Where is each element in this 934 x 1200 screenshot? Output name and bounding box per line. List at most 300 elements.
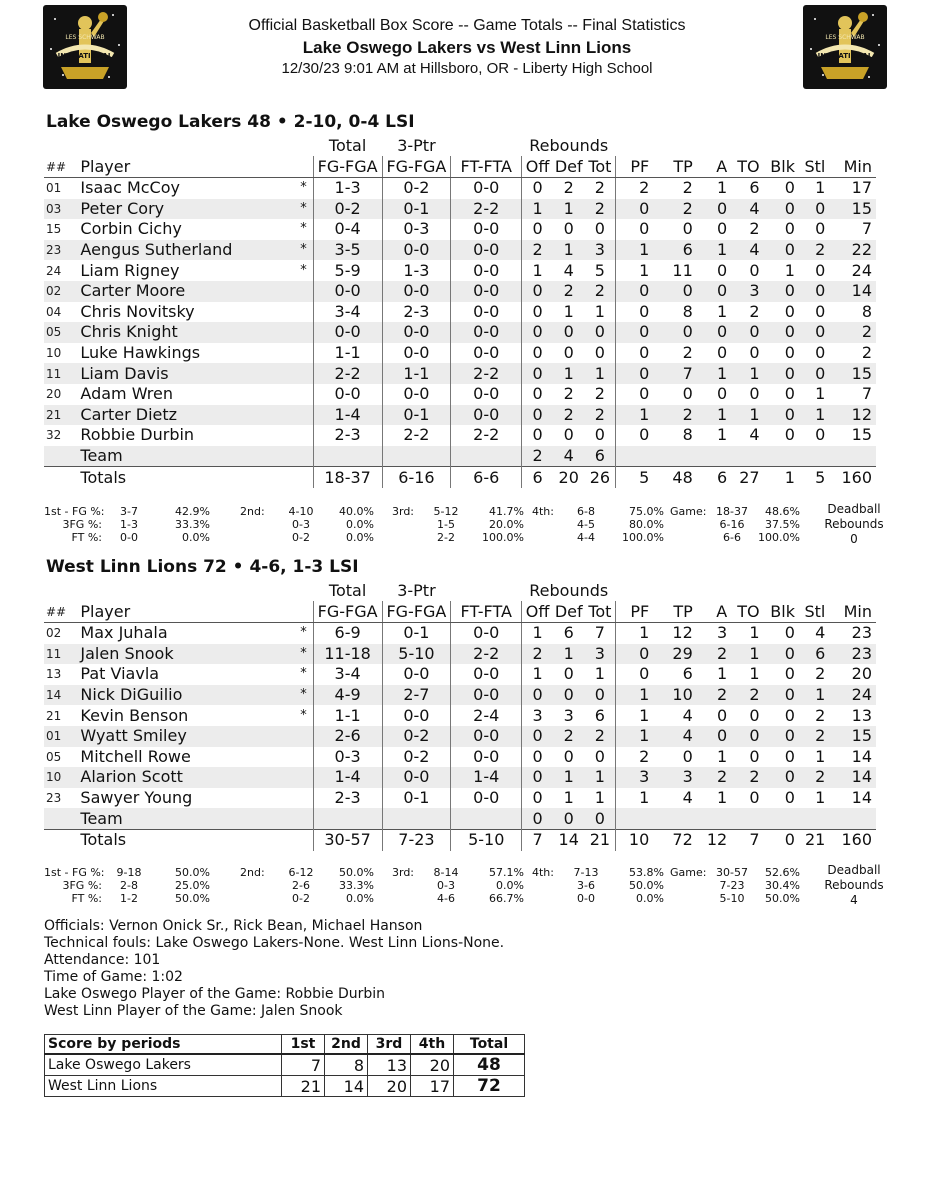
column-header-assists: A [697, 156, 731, 178]
blocks: 0 [764, 405, 799, 426]
minutes: 15 [829, 726, 876, 747]
column-header-jersey-number: ## [44, 601, 78, 623]
turnovers: 0 [731, 322, 763, 343]
pct-value: 2-2 [437, 531, 455, 544]
pct-value: 40.0% [339, 505, 374, 518]
player-row [44, 384, 876, 405]
fg3: 0-0 [382, 322, 451, 343]
column-header-fg: FG-FGA [313, 156, 382, 178]
group-header [764, 135, 799, 156]
pct-value: 3-7 [120, 505, 138, 518]
pct-value: 18-37 [716, 505, 748, 518]
group-header [78, 135, 278, 156]
tournament-logo-left [43, 5, 127, 89]
tp [653, 446, 697, 467]
tournament-logo-right [803, 5, 887, 89]
pct-value: 100.0% [482, 531, 524, 544]
pct-value: 57.1% [489, 866, 524, 879]
pf: 0 [616, 281, 653, 302]
group-header [799, 135, 829, 156]
starter-mark [279, 747, 313, 768]
ft: 2-2 [451, 425, 522, 446]
player-name: Robbie Durbin [80, 425, 195, 445]
def-reb: 1 [553, 199, 584, 220]
assists: 0 [717, 384, 728, 404]
pct-column [604, 866, 664, 905]
player-name: Chris Novitsky [80, 301, 195, 321]
period-score: 8 [325, 1054, 368, 1076]
pct-value: 80.0% [629, 518, 664, 531]
fg3: 2-3 [382, 302, 451, 323]
period-score: 14 [325, 1076, 368, 1097]
def-reb: 0 [563, 343, 574, 363]
tot-reb: 0 [584, 808, 615, 829]
blocks: 1 [764, 467, 799, 488]
pct-column [532, 505, 562, 518]
steals: 2 [799, 767, 829, 788]
pct-value: FT %: [71, 892, 102, 905]
player-name: Sawyer Young [80, 788, 193, 808]
tp: 8 [682, 425, 693, 445]
period-header: Total [454, 1035, 525, 1055]
pct-value: 0.0% [346, 518, 374, 531]
fg3: 2-7 [382, 685, 451, 706]
period-header: 3rd [368, 1035, 411, 1055]
pct-value: 9-18 [116, 866, 142, 879]
off-reb: 3 [522, 705, 553, 726]
tot-reb: 1 [584, 664, 615, 685]
pct-value: 2-8 [120, 879, 138, 892]
group-header: 3-Ptr [397, 580, 436, 600]
player-name: Max Juhala [80, 623, 168, 643]
turnovers [731, 808, 763, 829]
ft: 0-0 [451, 384, 522, 405]
off-reb: 2 [522, 644, 553, 665]
tp [653, 808, 697, 829]
pct-value: 5-12 [433, 505, 459, 518]
group-header: Total [328, 580, 367, 600]
period-header: 2nd [325, 1035, 368, 1055]
period-score: 21 [282, 1076, 325, 1097]
blocks [764, 808, 799, 829]
blocks: 0 [784, 219, 795, 239]
assists: 1 [697, 363, 731, 384]
assists: 2 [697, 767, 731, 788]
turnovers: 1 [731, 363, 763, 384]
period-score: 20 [368, 1076, 411, 1097]
starter-mark: * [279, 240, 313, 261]
pct-column [532, 866, 562, 879]
starter-mark: * [300, 666, 307, 682]
period-score: 13 [368, 1054, 411, 1076]
game-note-line: Attendance: 101 [44, 952, 161, 968]
ft: 0-0 [451, 747, 522, 768]
turnovers: 0 [731, 726, 763, 747]
fg3: 0-0 [382, 343, 451, 364]
off-reb: 0 [522, 302, 553, 323]
pct-column [276, 866, 326, 905]
turnovers: 4 [731, 240, 763, 261]
player-name: Liam Rigney [80, 260, 180, 280]
jersey-number: 02 [44, 281, 78, 302]
column-header-blocks: Blk [764, 601, 799, 623]
minutes: 24 [829, 685, 876, 706]
minutes: 2 [861, 343, 872, 363]
blocks: 0 [784, 343, 795, 363]
minutes: 23 [851, 623, 872, 643]
tot-reb: 3 [584, 240, 615, 261]
def-reb: 2 [553, 405, 584, 426]
off-reb: 1 [522, 199, 553, 220]
fg: 3-4 [313, 302, 382, 323]
ft: 0-0 [451, 322, 522, 343]
group-header [279, 580, 313, 601]
pct-column [562, 505, 610, 544]
off-reb: 0 [522, 788, 553, 809]
def-reb: 1 [563, 301, 574, 321]
player-row [44, 343, 876, 364]
jersey-number: 05 [44, 322, 78, 343]
blocks: 0 [764, 322, 799, 343]
tot-reb: 2 [584, 384, 615, 405]
player-name: Carter Moore [78, 281, 278, 302]
steals: 2 [815, 664, 826, 684]
pct-value: 3FG %: [62, 879, 102, 892]
column-header-tp: TP [653, 156, 697, 178]
tot-reb: 1 [584, 788, 615, 809]
pct-column [392, 866, 422, 879]
group-header [829, 580, 876, 601]
score-team-row [45, 1054, 525, 1076]
tot-reb: 0 [584, 425, 615, 446]
pct-value: 4-10 [288, 505, 314, 518]
totals-row [44, 829, 876, 850]
starter-mark [279, 363, 313, 384]
svg-text:INVITATIONAL: INVITATIONAL [57, 52, 113, 60]
pf: 0 [639, 664, 650, 684]
group-header: Rebounds [529, 580, 609, 600]
starter-mark [279, 281, 313, 302]
ft: 0-0 [451, 178, 522, 199]
def-reb: 1 [563, 788, 574, 808]
steals [799, 808, 829, 829]
svg-text:INVITATIONAL: INVITATIONAL [817, 52, 873, 60]
column-header-def-reb: Def [554, 156, 583, 176]
score-team-row [45, 1076, 525, 1097]
column-header-steals: Stl [799, 601, 829, 623]
blocks: 0 [764, 363, 799, 384]
column-header-starter-mark [279, 156, 313, 178]
steals: 1 [799, 685, 829, 706]
minutes: 8 [861, 301, 872, 321]
score-by-periods-table [44, 1034, 525, 1097]
steals: 1 [815, 746, 826, 766]
pct-value: 8-14 [433, 866, 459, 879]
minutes: 23 [829, 644, 876, 665]
pct-column [240, 866, 280, 879]
off-reb: 0 [522, 405, 553, 426]
fg: 30-57 [313, 829, 382, 850]
fg: 2-3 [313, 425, 382, 446]
period-header: 1st [282, 1035, 325, 1055]
player-name: Pat Viavla [80, 664, 160, 684]
fg: 6-9 [313, 623, 382, 644]
steals: 1 [815, 178, 826, 198]
pf: 1 [639, 788, 650, 808]
turnovers: 7 [731, 829, 763, 850]
column-header-minutes: Min [829, 601, 876, 623]
minutes: 2 [829, 322, 876, 343]
player-row [44, 240, 876, 261]
ft: 0-0 [451, 240, 522, 261]
ft: 5-10 [451, 829, 522, 850]
pf: 1 [616, 405, 653, 426]
player-row [44, 405, 876, 426]
column-header-jersey-number: ## [44, 156, 78, 178]
pct-value: 7-13 [573, 866, 599, 879]
turnovers: 1 [731, 644, 763, 665]
tp: 10 [653, 685, 697, 706]
column-header-blocks: Blk [764, 156, 799, 178]
column-header-def-reb: Def [554, 601, 583, 621]
column-header-turnovers: TO [731, 156, 763, 178]
fg3 [382, 808, 451, 829]
column-header-ft: FT-FTA [451, 156, 522, 178]
ft: 0-0 [451, 281, 522, 302]
assists: 0 [717, 260, 728, 280]
off-reb: 0 [522, 767, 553, 788]
assists: 1 [717, 425, 728, 445]
steals: 6 [799, 644, 829, 665]
fg3: 0-0 [382, 240, 451, 261]
pct-value: 0.0% [496, 879, 524, 892]
jersey-number [44, 467, 78, 488]
fg: 0-0 [313, 384, 382, 405]
starter-mark [279, 322, 313, 343]
pct-value: 20.0% [489, 518, 524, 531]
column-header-row [44, 601, 876, 623]
off-reb: 0 [522, 808, 553, 829]
minutes: 15 [829, 199, 876, 220]
tp: 2 [682, 178, 693, 198]
tp: 3 [653, 767, 697, 788]
fg: 1-3 [313, 178, 382, 199]
ft: 1-4 [451, 767, 522, 788]
starter-mark [279, 405, 313, 426]
def-reb: 0 [553, 808, 584, 829]
jersey-number: 15 [46, 222, 62, 237]
turnovers: 1 [749, 664, 760, 684]
steals: 0 [815, 260, 826, 280]
def-reb: 6 [563, 623, 574, 643]
blocks [764, 446, 799, 467]
minutes: 12 [829, 405, 876, 426]
ft: 0-0 [451, 788, 522, 809]
ft: 2-2 [451, 199, 522, 220]
pct-column [320, 866, 374, 905]
fg3: 6-16 [382, 467, 451, 488]
off-reb: 0 [522, 363, 553, 384]
column-header-minutes: Min [829, 156, 876, 178]
group-header: Total [328, 135, 367, 155]
assists: 1 [717, 664, 728, 684]
player-name: Nick DiGuilio [78, 685, 278, 706]
tp: 4 [682, 788, 693, 808]
fg: 18-37 [313, 467, 382, 488]
steals: 4 [815, 623, 826, 643]
player-row [44, 260, 876, 281]
blocks: 0 [784, 788, 795, 808]
minutes: 160 [829, 467, 876, 488]
player-row [44, 219, 876, 240]
tot-reb: 1 [584, 363, 615, 384]
ft: 0-0 [451, 664, 522, 685]
fg: 0-0 [313, 281, 382, 302]
column-header-fg3: FG-FGA [382, 601, 451, 623]
pct-value: Rebounds [824, 517, 884, 531]
fg3: 0-2 [382, 726, 451, 747]
group-header [799, 580, 829, 601]
steals: 5 [799, 467, 829, 488]
pct-value: 25.0% [175, 879, 210, 892]
minutes [829, 446, 876, 467]
minutes [829, 808, 876, 829]
minutes: 14 [829, 281, 876, 302]
pct-column [562, 866, 610, 905]
pct-value: Game: [670, 866, 707, 879]
turnovers: 3 [731, 281, 763, 302]
jersey-number: 20 [46, 387, 62, 402]
def-reb: 0 [563, 746, 574, 766]
starter-mark: * [300, 180, 307, 196]
turnovers: 2 [749, 301, 760, 321]
minutes: 14 [829, 767, 876, 788]
svg-text:LES SCHWAB: LES SCHWAB [825, 34, 865, 41]
pf: 0 [639, 301, 650, 321]
blocks: 0 [784, 664, 795, 684]
fg [313, 446, 382, 467]
player-row [44, 322, 876, 343]
turnovers: 1 [749, 623, 760, 643]
player-row [44, 644, 876, 665]
pct-value: 0.0% [636, 892, 664, 905]
fg3: 0-0 [382, 705, 451, 726]
assists: 12 [697, 829, 731, 850]
assists [697, 808, 731, 829]
jersey-number [44, 808, 78, 829]
fg3: 0-1 [382, 405, 451, 426]
fg: 0-3 [313, 747, 382, 768]
def-reb: 0 [563, 425, 574, 445]
pct-value: 0.0% [346, 531, 374, 544]
starter-mark: * [300, 221, 307, 237]
pct-value: Rebounds [824, 878, 884, 892]
fg: 5-9 [313, 260, 382, 281]
player-name: Team [78, 808, 278, 829]
player-row [44, 281, 876, 302]
def-reb: 0 [553, 322, 584, 343]
def-reb: 2 [563, 178, 574, 198]
tp: 0 [682, 746, 693, 766]
tp: 11 [672, 260, 693, 280]
pf: 3 [616, 767, 653, 788]
pct-value: 53.8% [629, 866, 664, 879]
pct-value: FT %: [71, 531, 102, 544]
ft: 0-0 [451, 343, 522, 364]
tot-reb: 0 [584, 685, 615, 706]
player-name: Mitchell Rowe [80, 746, 191, 766]
jersey-number: 03 [44, 199, 78, 220]
off-reb: 2 [522, 240, 553, 261]
fg3: 0-0 [382, 767, 451, 788]
player-name: Isaac McCoy [80, 178, 180, 198]
pf: 1 [616, 685, 653, 706]
pct-column [154, 505, 210, 544]
blocks: 0 [764, 281, 799, 302]
minutes: 20 [851, 664, 872, 684]
group-header [653, 580, 697, 601]
fg3: 1-1 [382, 363, 451, 384]
deadball-rebounds [814, 502, 894, 547]
def-reb: 0 [553, 685, 584, 706]
starter-mark [279, 767, 313, 788]
steals: 1 [799, 405, 829, 426]
pct-column [154, 866, 210, 905]
group-header [451, 135, 522, 156]
def-reb: 1 [553, 240, 584, 261]
off-reb: 1 [522, 623, 553, 644]
off-reb: 0 [522, 343, 553, 364]
off-reb: 0 [522, 747, 553, 768]
tot-reb: 2 [584, 199, 615, 220]
player-name: Alarion Scott [78, 767, 278, 788]
tp: 0 [653, 281, 697, 302]
pct-value: 3rd: [392, 866, 415, 879]
pct-column [106, 866, 152, 905]
fg: 2-6 [313, 726, 382, 747]
def-reb: 20 [553, 467, 584, 488]
column-header-tot-reb: Tot [584, 156, 615, 178]
jersey-number: 10 [46, 346, 62, 361]
away-box-score-table [44, 580, 876, 851]
column-header-player-name: Player [78, 601, 278, 623]
tot-reb: 0 [584, 219, 615, 240]
pct-value: 3-6 [577, 879, 595, 892]
pf: 0 [639, 425, 650, 445]
pct-value: 50.0% [175, 892, 210, 905]
pct-value: 6-12 [288, 866, 314, 879]
jersey-number: 21 [46, 708, 62, 723]
player-name: Chris Knight [78, 322, 278, 343]
column-header-turnovers: TO [731, 601, 763, 623]
home-shooting-percentages [44, 502, 884, 547]
fg: 2-2 [313, 363, 382, 384]
off-reb: 0 [522, 322, 553, 343]
header-group-row [44, 135, 876, 156]
turnovers: 0 [749, 384, 760, 404]
pct-value: 2-6 [292, 879, 310, 892]
tot-reb: 2 [584, 405, 615, 426]
player-row [44, 788, 876, 809]
column-header-tot-reb: Tot [584, 601, 615, 623]
game-note-line: Officials: Vernon Onick Sr., Rick Bean, Michael Hanson [44, 918, 423, 934]
tot-reb: 0 [584, 322, 615, 343]
ft: 2-2 [451, 363, 522, 384]
def-reb: 1 [553, 644, 584, 665]
tp: 6 [653, 240, 697, 261]
jersey-number: 13 [46, 667, 62, 682]
fg3: 2-2 [382, 425, 451, 446]
